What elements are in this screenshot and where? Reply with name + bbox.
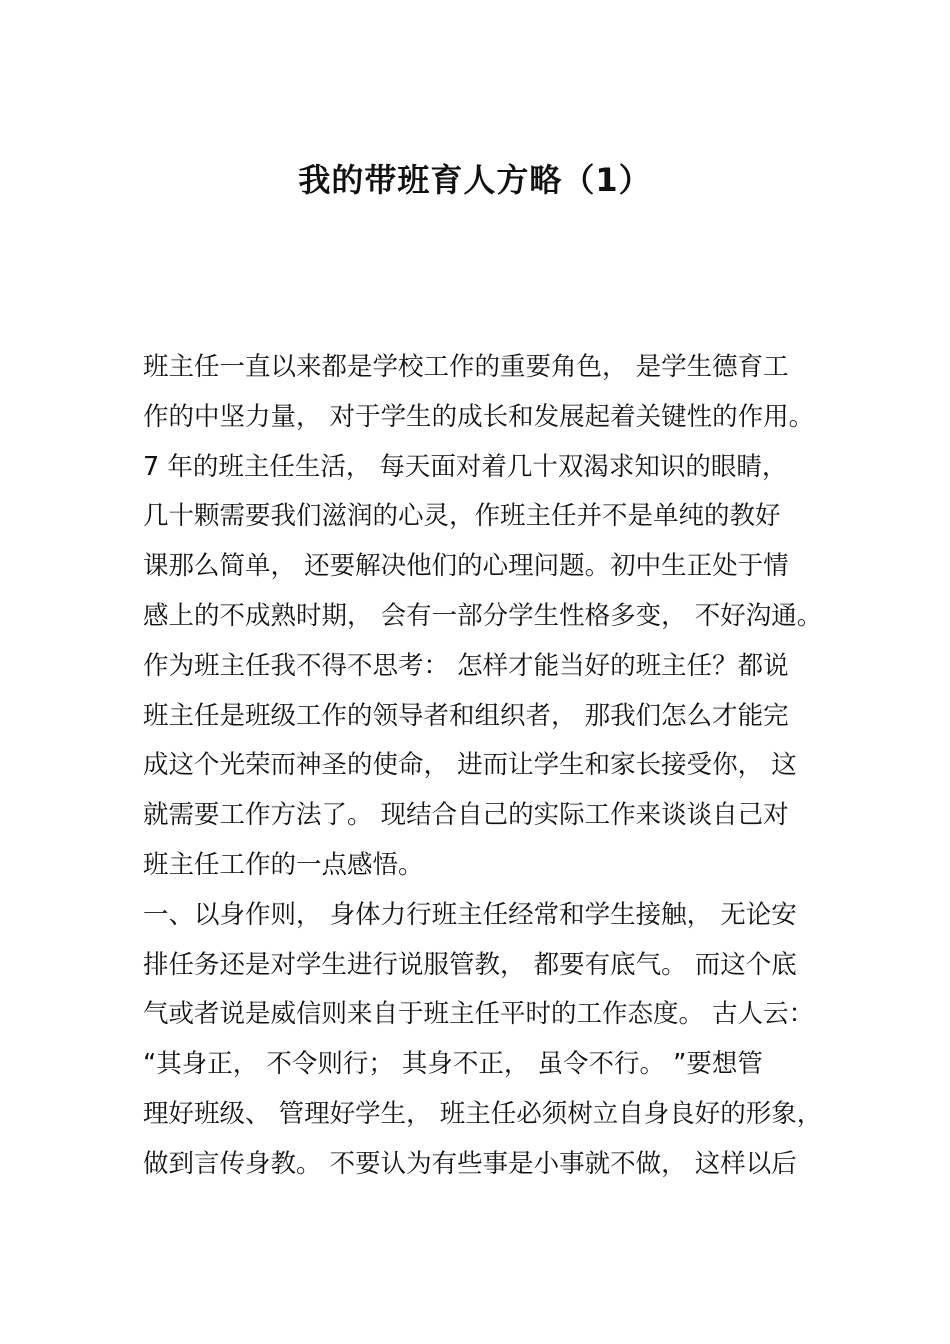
body-line: 做到言传身教。 不要认为有些事是小事就不做， 这样以后: [143, 1148, 797, 1179]
body-line: 一、以身作则， 身体力行班主任经常和学生接触， 无论安: [143, 899, 797, 930]
body-line: “其身正， 不令则行； 其身不正， 虽令不行。 ”要想管: [143, 1049, 763, 1080]
body-line: 作的中坚力量， 对于学生的成长和发展起着关键性的作用。: [143, 401, 815, 432]
body-line: 理好班级、 管理好学生， 班主任必须树立自身良好的形象，: [143, 1098, 823, 1129]
body-line: 作为班主任我不得不思考： 怎样才能当好的班主任？都说: [143, 650, 789, 681]
body-line: 成这个光荣而神圣的使命， 进而让学生和家长接受你， 这: [143, 750, 797, 781]
body-line: 几十颗需要我们滋润的心灵，作班主任并不是单纯的教好: [143, 501, 781, 532]
body-line: 班主任是班级工作的领导者和组织者， 那我们怎么才能完: [143, 700, 789, 731]
body-line: 就需要工作方法了。 现结合自己的实际工作来谈谈自己对: [143, 800, 789, 831]
body-line: 班主任工作的一点感悟。: [143, 849, 424, 880]
document-title: 我的带班育人方略（1）: [298, 161, 652, 199]
body-line: 感上的不成熟时期， 会有一部分学生性格多变， 不好沟通。: [143, 600, 823, 631]
body-line: 课那么简单， 还要解决他们的心理问题。初中生正处于情: [143, 551, 789, 582]
body-line: 7 年的班主任生活， 每天面对着几十双渴求知识的眼睛，: [143, 451, 788, 482]
document-body: [143, 343, 843, 1190]
body-line: 排任务还是对学生进行说服管教， 都要有底气。 而这个底: [143, 949, 797, 980]
body-line: 气或者说是威信则来自于班主任平时的工作态度。 古人云：: [143, 999, 815, 1030]
body-line: 班主任一直以来都是学校工作的重要角色， 是学生德育工: [143, 352, 789, 382]
